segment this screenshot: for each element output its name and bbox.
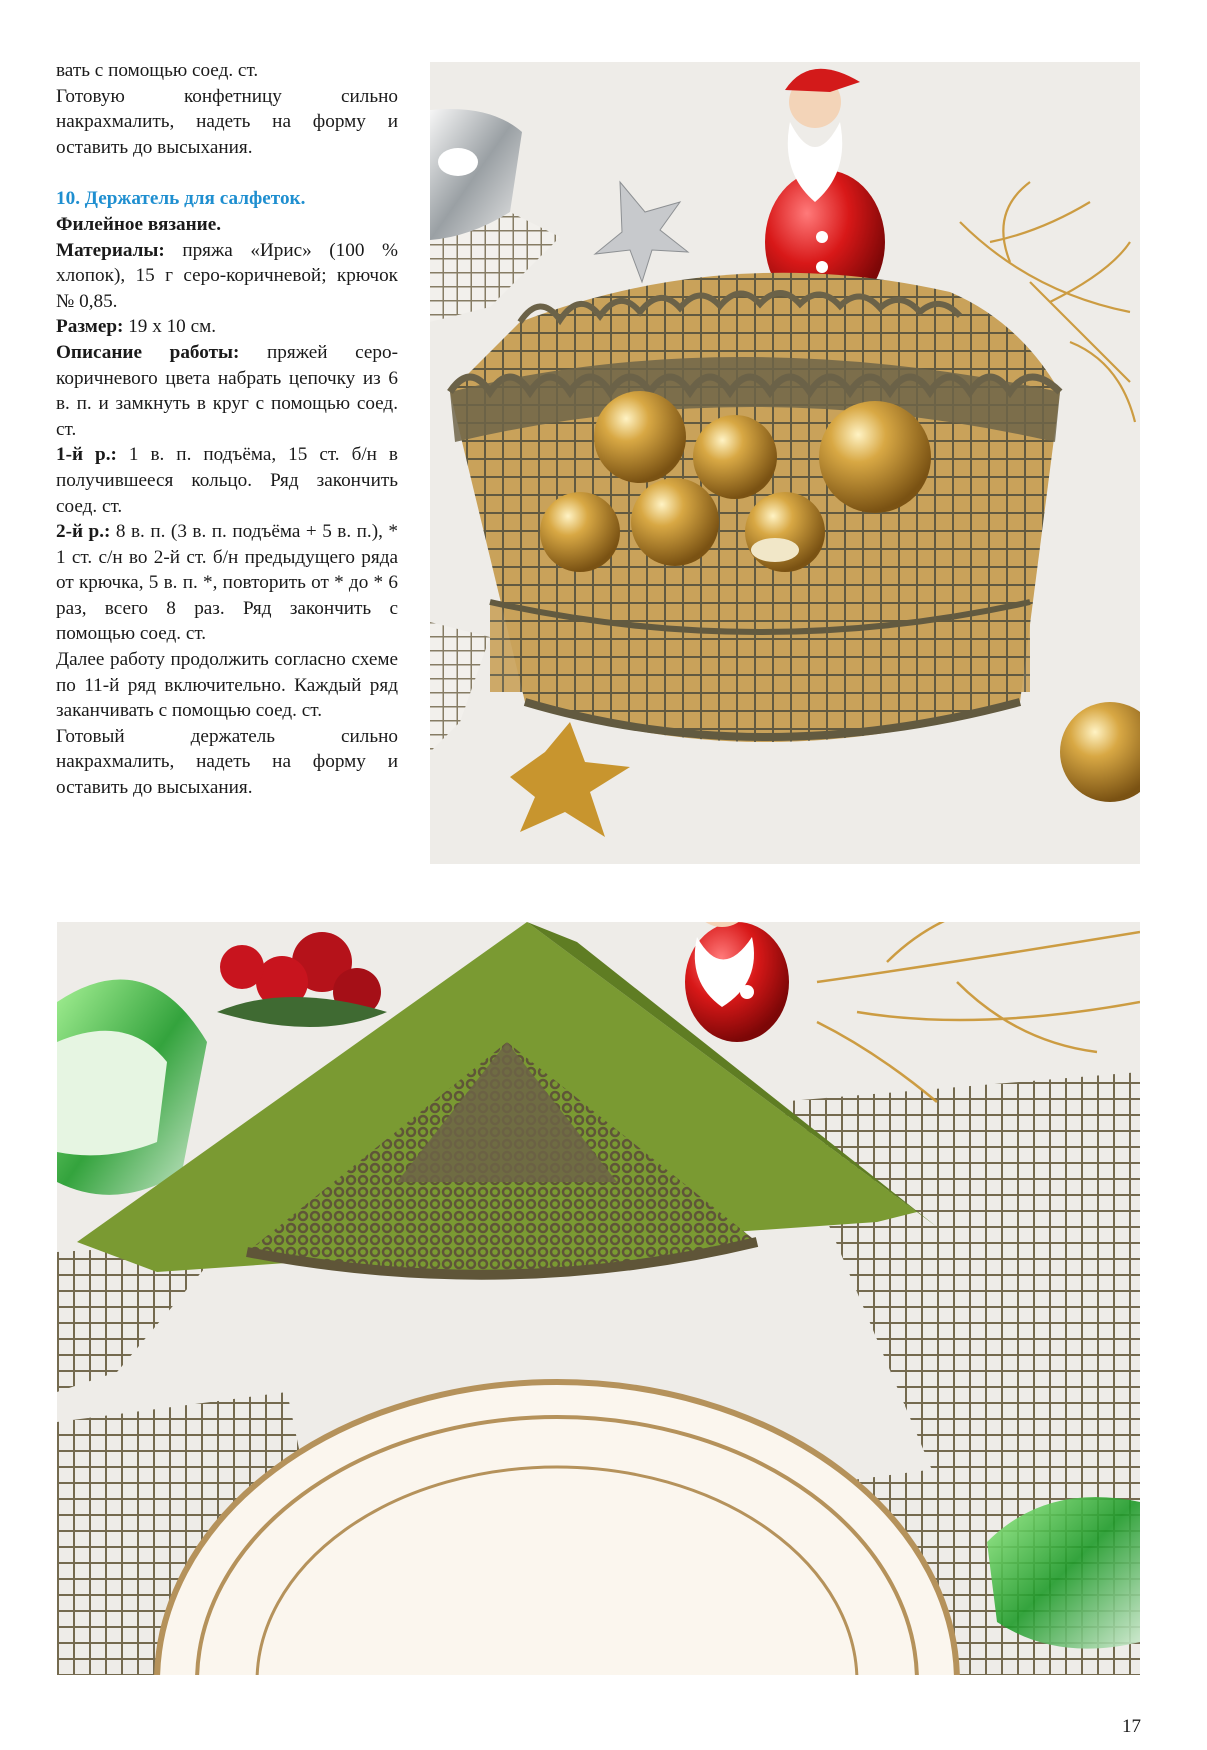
article-text [56,58,398,801]
section-title: 10. Держатель для салфеток. [56,188,306,210]
size-label: Размер: [56,316,124,338]
row2-paragraph [56,519,398,647]
section-subtitle: Филейное вязание. [56,213,222,235]
continue-paragraph: Далее работу продолжить согласно схеме по 11-й ряд включительно. Каждый ряд заканчивать с помощью соед. ст. [56,649,398,722]
page-number: 17 [1122,1716,1141,1737]
description-text: пряжей серо-коричневого цвета набрать цепочку из 6 в. п. и замкнуть в круг с помощью соед. ст. [56,341,398,440]
description-label: Описание работы: [56,341,240,363]
row1-label: 1-й р.: [56,444,117,466]
materials-paragraph [56,238,398,315]
materials-label: Материалы: [56,239,165,261]
napkin-holder-illustration [57,922,1140,1675]
description-paragraph [56,340,398,442]
napkin-holder-photo [57,922,1140,1675]
materials-text: пряжа «Ирис» (100 % хлопок), 15 г серо-коричневой; крючок № 0,85. [56,239,398,312]
size-paragraph [56,314,398,340]
row2-text: 8 в. п. (3 в. п. подъёма + 5 в. п.), * 1 ст. с/н во 2-й ст. б/н предыдущего ряда от крючка, 5 в. п. *, повторить от * до * 6 раз, всего 8 раз. Ряд закончить с помощью соед. ст. [56,521,398,645]
intro-line: вать с помощью соед. ст. [56,60,259,81]
row1-text: 1 в. п. подъёма, 15 ст. б/н в получившееся кольцо. Ряд закончить соед. ст. [56,444,398,517]
basket-photo [430,62,1140,864]
row2-label: 2-й р.: [56,521,111,543]
intro-paragraph: Готовую конфетницу сильно накрахмалить, надеть на форму и оставить до высыхания. [56,85,398,158]
basket-illustration [430,62,1140,864]
size-text: 19 x 10 см. [123,316,217,338]
final-paragraph: Готовый держатель сильно накрахмалить, надеть на форму и оставить до высыхания. [56,725,398,799]
row1-paragraph [56,442,398,519]
